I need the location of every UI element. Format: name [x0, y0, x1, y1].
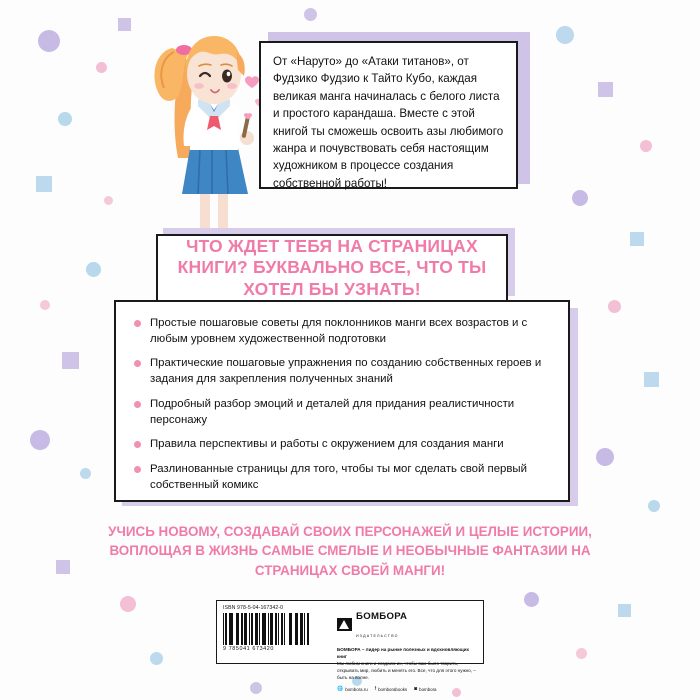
sq-blue-3: [644, 372, 659, 387]
social-link[interactable]: [337, 687, 368, 692]
sq-blue-2: [630, 232, 644, 246]
sq-lilac-3: [62, 352, 79, 369]
bullet-dot-icon: [134, 441, 141, 448]
dot-blue-1: [58, 112, 72, 126]
footer-bar: [216, 600, 484, 693]
dot-lilac-2: [304, 8, 317, 21]
dot-pink-3: [640, 140, 652, 152]
sq-blue-4: [618, 604, 631, 617]
dot-pink-6: [120, 596, 136, 612]
dot-lilac-1: [38, 30, 60, 52]
barcode-bar: [230, 613, 233, 645]
dot-lilac-7: [250, 682, 262, 694]
barcode-bar: [285, 613, 288, 645]
dot-pink-7: [576, 648, 587, 659]
feature-text: Практические пошаговые упражнения по созданию собственных героев и задания для закрепления полученных знаний: [150, 357, 542, 386]
feature-item: [134, 397, 548, 428]
dot-lilac-5: [596, 448, 614, 466]
barcode-bar: [270, 613, 273, 645]
dot-blue-5: [648, 500, 660, 512]
instagram-icon: ◙: [414, 686, 418, 693]
isbn-text: ISBN 978-5-04-167342-0: [223, 605, 284, 611]
sq-lilac-2: [598, 82, 613, 97]
isbn-block: [217, 601, 329, 663]
dot-lilac-4: [30, 430, 50, 450]
feature-item: [134, 316, 548, 347]
bullet-dot-icon: [134, 466, 141, 473]
feature-text: Правила перспективы и работы с окружением для создания манги: [150, 438, 504, 451]
social-label: bomborabooks: [378, 687, 408, 693]
dot-blue-2: [556, 26, 574, 44]
bullet-dot-icon: [134, 401, 141, 408]
feature-item: [134, 462, 548, 493]
sq-lilac-4: [56, 560, 70, 574]
barcode-bar: [307, 613, 309, 645]
social-link[interactable]: [375, 687, 407, 692]
dot-pink-5: [608, 300, 621, 313]
dot-pink-4: [40, 300, 50, 310]
dot-blue-6: [150, 652, 163, 665]
barcode-bar: [255, 613, 258, 645]
heading-box: [156, 234, 508, 302]
feature-item: [134, 437, 548, 453]
publisher-block: [329, 601, 483, 693]
quote-box: [259, 41, 518, 189]
facebook-icon: f: [374, 686, 377, 693]
social-links: [337, 687, 477, 692]
bullet-dot-icon: [134, 360, 141, 367]
bullet-dot-icon: [134, 320, 141, 327]
dot-blue-4: [80, 468, 91, 479]
social-label: bombora: [419, 687, 437, 693]
dot-lilac-6: [524, 592, 539, 607]
heading-text: ЧТО ЖДЕТ ТЕБЯ НА СТРАНИЦАХ КНИГИ? БУКВАЛЬНО ВСЕ, ЧТО ТЫ ХОТЕЛ БЫ УЗНАТЬ!: [177, 235, 487, 299]
quote-text: От «Наруто» до «Атаки титанов», от Фудзико Фудзио к Тайто Кубо, каждая великая манга начиналась с белого листа и простого карандаша. Вместе с этой книгой ты сможешь освоить азы любимого жанра и почувствовать себя настоящим художником в процессе создания собственной работы!: [273, 55, 504, 190]
feature-text: Простые пошаговые советы для поклонников манги всех возрастов и с любым уровнем художественной подготовки: [150, 317, 528, 345]
social-link[interactable]: [414, 687, 436, 692]
callout-text: УЧИСЬ НОВОМУ, СОЗДАВАЙ СВОИХ ПЕРСОНАЖЕЙ И ЦЕЛЫЕ ИСТОРИИ, ВОПЛОЩАЯ В ЖИЗНЬ САМЫЕ СМЕЛЫЕ И НЕОБЫЧНЫЕ ФАНТАЗИИ НА СТРАНИЦАХ СВОЕЙ МАНГИ!: [108, 524, 592, 578]
publisher-tagline: БОМБОРА – лидер на рынке полезных и вдохновляющих книг: [337, 647, 470, 659]
dot-pink-2: [104, 196, 113, 205]
barcode-number: 9 785041 673420: [223, 646, 274, 652]
publisher-name: БОМБОРА: [356, 611, 408, 622]
sq-blue-1: [36, 176, 52, 192]
dot-pink-1: [96, 62, 107, 73]
dot-blue-3: [86, 262, 101, 277]
feature-text: Подробный разбор эмоций и деталей для придания реалистичности персонажу: [150, 397, 515, 426]
feature-text: Разлинованные страницы для того, чтобы ты мог сделать свой первый собственный комикс: [150, 463, 527, 491]
social-label: bombora.ru: [345, 687, 368, 693]
barcode: [223, 613, 329, 645]
dot-lilac-3: [572, 190, 588, 206]
publisher-description: [337, 647, 477, 681]
barcode-bar: [300, 613, 303, 645]
feature-list: [134, 316, 548, 494]
feature-item: [134, 356, 548, 387]
publisher-sub: ИЗДАТЕЛЬСТВО: [356, 634, 399, 638]
publisher-logo: [337, 606, 477, 642]
feature-list-box: [114, 300, 570, 502]
publisher-text: Мы любим книги и создаем их, чтобы вам было творить, открывать мир, любить и менять его. Все, что для этого нужно, – быть на волне.: [337, 660, 476, 680]
sq-lilac-1: [118, 18, 131, 31]
bombora-logo-icon: [337, 618, 352, 631]
barcode-bar: [244, 613, 247, 645]
globe-icon: 🌐: [337, 686, 344, 693]
